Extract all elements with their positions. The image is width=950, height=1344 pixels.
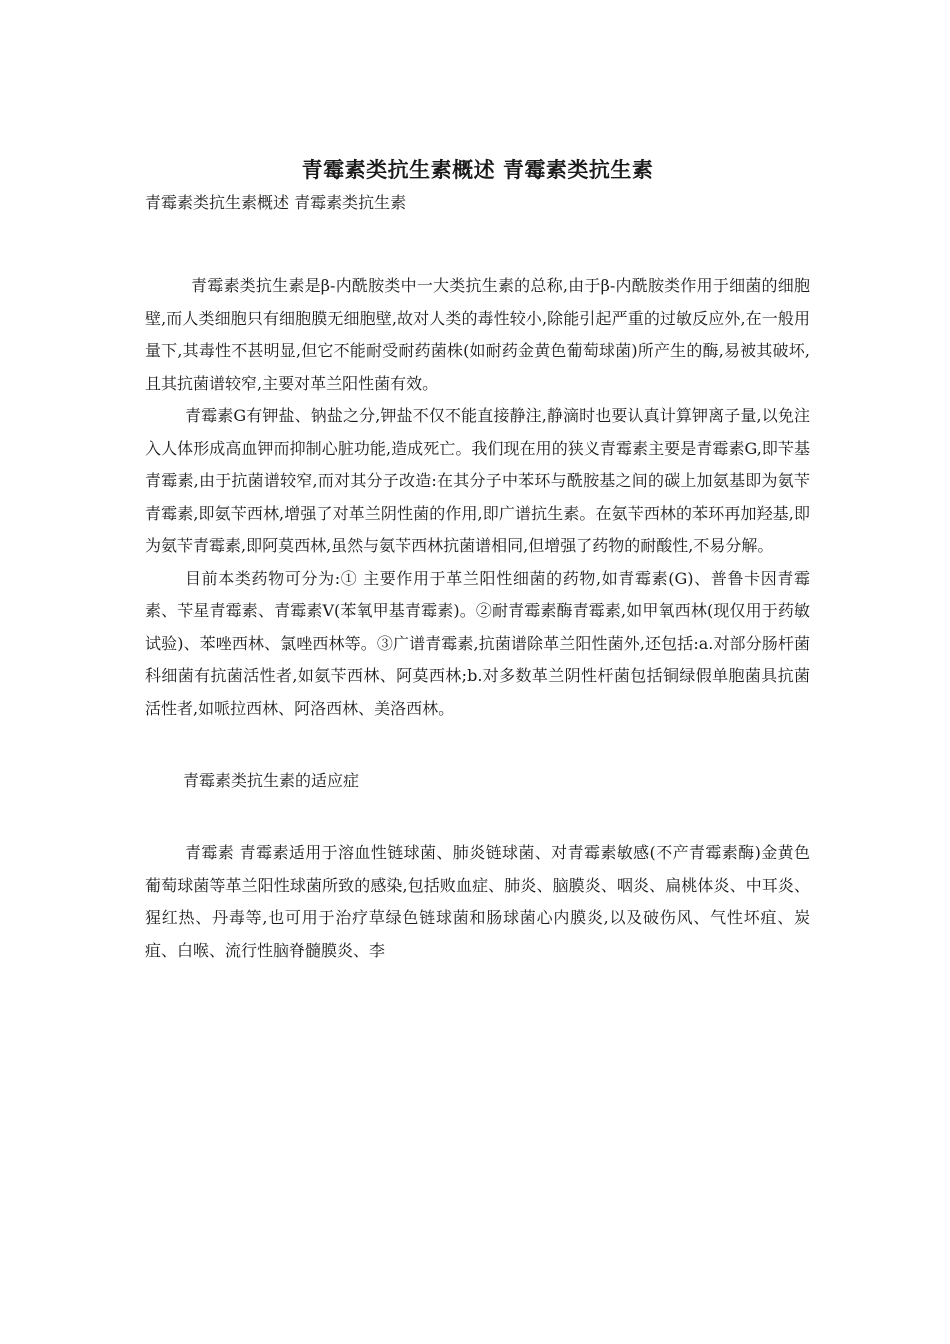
document-page	[145, 150, 810, 967]
paragraph-overview: 青霉素类抗生素是β-内酰胺类中一大类抗生素的总称,由于β-内酰胺类作用于细菌的细胞壁,而人类细胞只有细胞膜无细胞壁,故对人类的毒性较小,除能引起严重的过敏反应外,在一般用量下,其毒性不甚明显,但它不能耐受耐药菌株(如耐药金黄色葡萄球菌)所产生的酶,易被其破坏,且其抗菌谱较窄,主要对革兰阳性菌有效。	[145, 276, 810, 393]
paragraph-penicillin-g: 青霉素G有钾盐、钠盐之分,钾盐不仅不能直接静注,静滴时也要认真计算钾离子量,以免注入人体形成高血钾而抑制心脏功能,造成死亡。我们现在用的狭义青霉素主要是青霉素G,即苄基青霉素,由于抗菌谱较窄,而对其分子改造:在其分子中苯环与酰胺基之间的碳上加氨基即为氨苄青霉素,即氨苄西林,增强了对革兰阴性菌的作用,即广谱抗生素。在氨苄西林的苯环再加羟基,即为氨苄青霉素,即阿莫西林,虽然与氨苄西林抗菌谱相同,但增强了药物的耐酸性,不易分解。	[145, 406, 810, 555]
paragraph-indications: 青霉素 青霉素适用于溶血性链球菌、肺炎链球菌、对青霉素敏感(不产青霉素酶)金黄色葡萄球菌等革兰阳性球菌所致的感染,包括败血症、肺炎、脑膜炎、咽炎、扁桃体炎、中耳炎、猩红热、丹毒等,也可用于治疗草绿色链球菌和肠球菌心内膜炎,以及破伤风、气性坏疽、炭疽、白喉、流行性脑脊髓膜炎、李	[145, 843, 810, 960]
section-heading-indications: 青霉素类抗生素的适应症	[183, 771, 360, 790]
document-subtitle: 青霉素类抗生素概述 青霉素类抗生素	[145, 193, 407, 212]
document-title: 青霉素类抗生素概述 青霉素类抗生素	[301, 157, 654, 182]
paragraph-classification: 目前本类药物可分为:① 主要作用于革兰阳性细菌的药物,如青霉素(G)、普鲁卡因青霉素、苄星青霉素、青霉素V(苯氧甲基青霉素)。②耐青霉素酶青霉素,如甲氧西林(现仅用于药敏试验)、苯唑西林、氯唑西林等。③广谱青霉素,抗菌谱除革兰阳性菌外,还包括:a.对部分肠杆菌科细菌有抗菌活性者,如氨苄西林、阿莫西林;b.对多数革兰阴性杆菌包括铜绿假单胞菌具抗菌活性者,如哌拉西林、阿洛西林、美洛西林。	[145, 568, 810, 718]
